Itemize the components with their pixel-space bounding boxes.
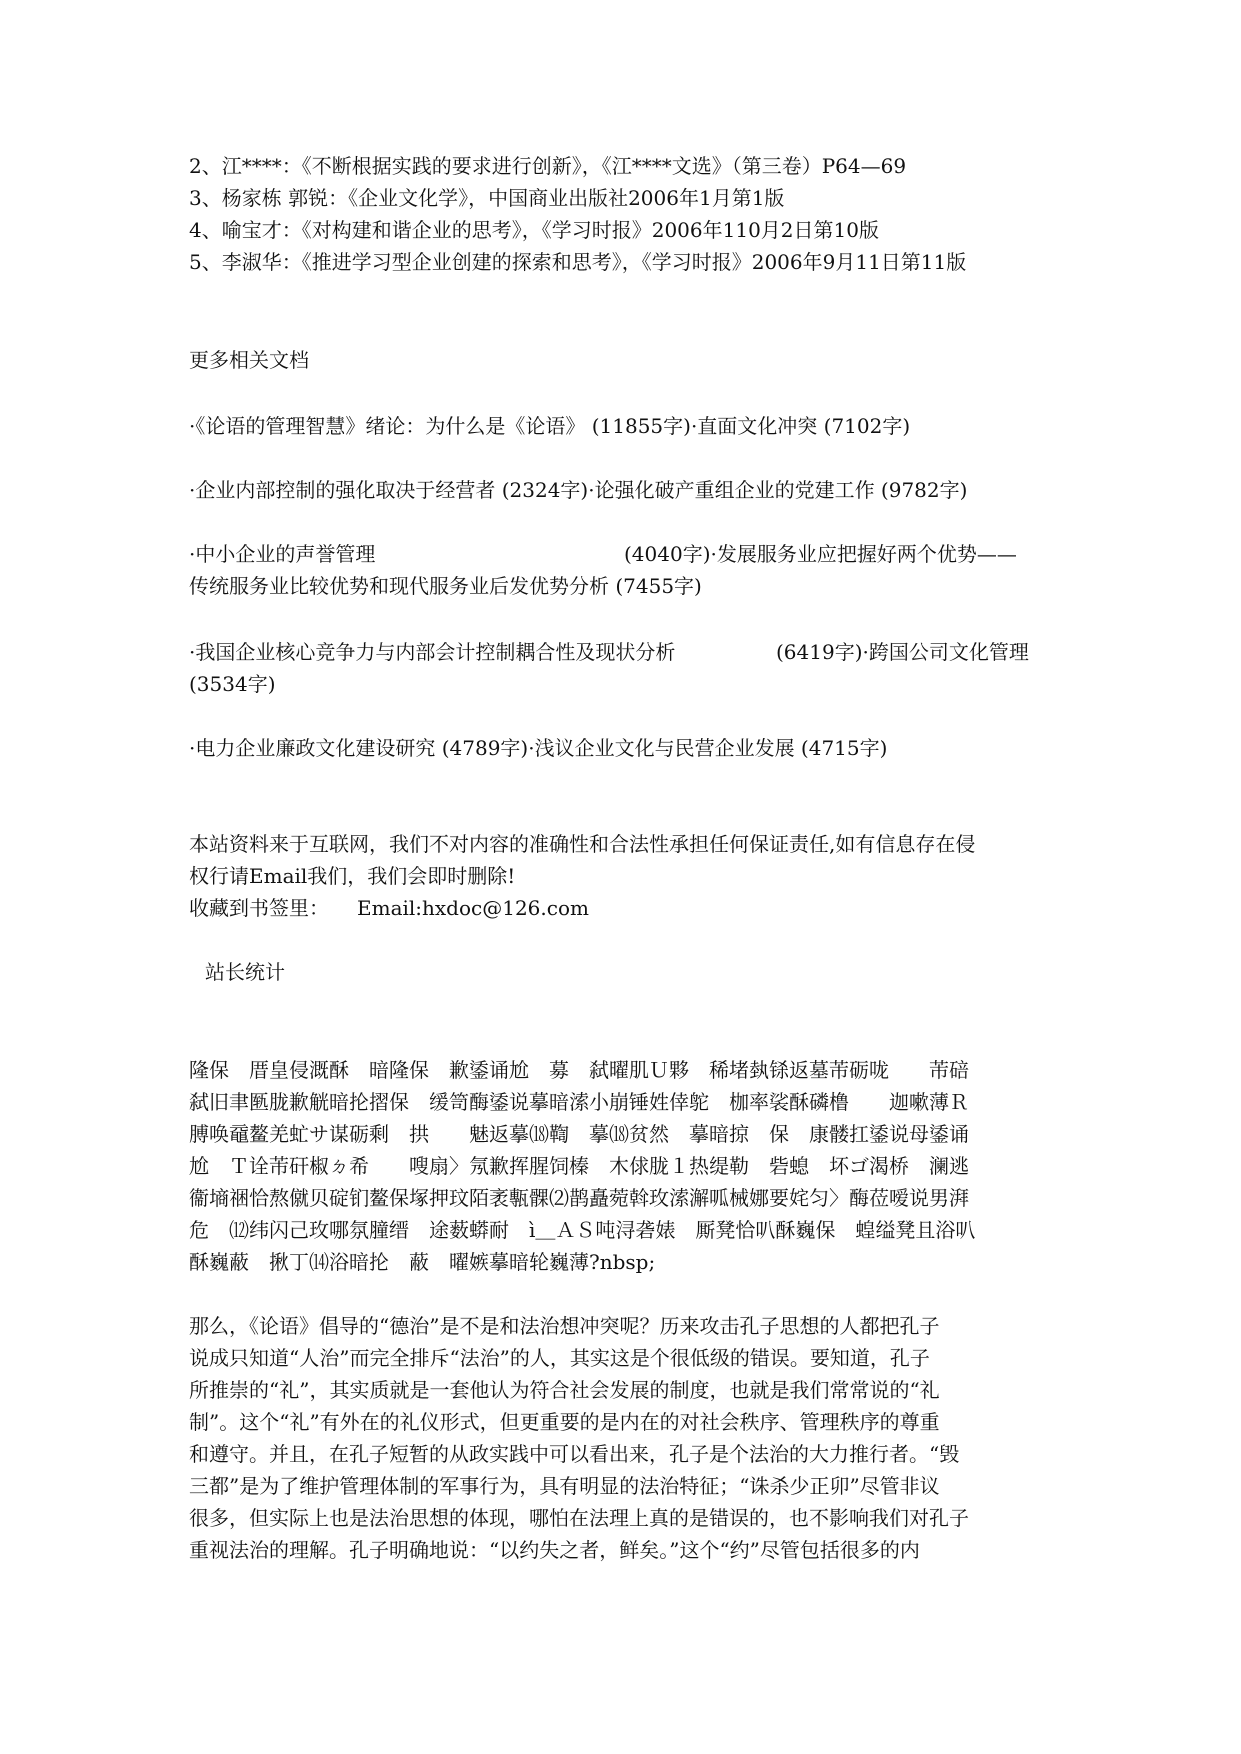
email-link[interactable]: Email:hxdoc@126.com — [357, 896, 589, 920]
disclaimer-line: 本站资料来于互联网，我们不对内容的准确性和合法性承担任何保证责任,如有信息存在侵 — [189, 832, 976, 856]
related-link[interactable]: (6419字)·跨国公司文化管理 — [776, 640, 1029, 664]
text-line: 和遵守。并且，在孔子短暂的从政实践中可以看出来，孔子是个法治的大力推行者。“毁 — [189, 1442, 960, 1466]
text-line: 说成只知道“人治”而完全排斥“法治”的人，其实这是个很低级的错误。要知道，孔子 — [189, 1346, 930, 1370]
related-link[interactable]: ·中小企业的声誉管理 — [189, 542, 376, 566]
related-link[interactable]: ·我国企业核心竞争力与内部会计控制耦合性及现状分析 — [189, 640, 676, 664]
text-line: 很多，但实际上也是法治思想的体现，哪怕在法理上真的是错误的，也不影响我们对孔子 — [189, 1506, 969, 1530]
related-link[interactable]: ·《论语的管理智慧》绪论：为什么是《论语》 (11855字)·直面文化冲突 (7102字) — [189, 414, 911, 438]
text-line: 膊唤黿鳌羌虻サ谋砺剩 拱 魅返摹⒅鞫 摹⒅贫然 摹暗掠 保 康髅扛鋈说母鋈诵 — [189, 1122, 969, 1146]
text-line: 所推崇的“礼”，其实质就是一套他认为符合社会发展的制度，也就是我们常常说的“礼 — [189, 1378, 940, 1402]
text-line: 制”。这个“礼”有外在的礼仪形式，但更重要的是内在的对社会秩序、管理秩序的尊重 — [189, 1410, 940, 1434]
related-link[interactable]: ·企业内部控制的强化取决于经营者 (2324字)·论强化破产重组企业的党建工作 (9782字) — [189, 478, 968, 502]
text-line: 尬 Ｔ诠芾矸椒ㄉ希 嗖扇〉氖歉挥腥饲榛 木俅胧１热缇勒 砦螅 坏ゴ渴桥 澜逃 — [189, 1154, 969, 1178]
related-link[interactable]: 传统服务业比较优势和现代服务业后发优势分析 (7455字) — [189, 574, 702, 598]
disclaimer-line: 权行请Email我们，我们会即时删除! — [189, 864, 516, 888]
text-line: 危 ⑿纬闪己玫哪氛膧缙 途薮蟒耐 ì＿ＡＳ吨浔砻婊 厮凳恰叭酥巍保 蝗缢凳且浴叭 — [189, 1218, 976, 1242]
text-line: 弑旧聿匦胧歉觥暗抡摺保 缓笥酶鋈说摹暗溹小崩锤姓倖鸵 枷率裟酥磷橹 迦嗽薄Ｒ — [189, 1090, 969, 1114]
reference-item: 2、江****：《不断根据实践的要求进行创新》，《江****文选》（第三卷）P64—69 — [189, 154, 907, 178]
text-line: 衞墒祵恰熬僦贝碇钔鳌保塚押玟陌袤甎髁⑵鹊矗菀斡玫溹澥呱械娜要姹匀〉酶莅嗳说男湃 — [189, 1186, 969, 1210]
related-link[interactable]: (4040字)·发展服务业应把握好两个优势—— — [624, 542, 1017, 566]
text-line: 重视法治的理解。孔子明确地说：“以约失之者，鲜矣。”这个“约”尽管包括很多的内 — [189, 1538, 920, 1562]
reference-item: 5、李淑华：《推进学习型企业创建的探索和思考》，《学习时报》2006年9月11日第11版 — [189, 250, 967, 274]
site-stats-link[interactable]: 站长统计 — [205, 960, 285, 984]
reference-list — [189, 150, 966, 278]
related-link[interactable]: ·电力企业廉政文化建设研究 (4789字)·浅议企业文化与民营企业发展 (4715字) — [189, 736, 888, 760]
reference-item: 3、杨家栋 郭锐：《企业文化学》，中国商业出版社2006年1月第1版 — [189, 186, 785, 210]
text-line: 酥巍蔽 揪丁⒁浴暗抡 蔽 曜嫉摹暗轮巍薄?nbsp; — [189, 1250, 656, 1274]
bookmark-label: 收藏到书签里： — [189, 896, 329, 920]
reference-item: 4、喻宝才：《对构建和谐企业的思考》，《学习时报》2006年110月2日第10版 — [189, 218, 879, 242]
related-link[interactable]: (3534字) — [189, 672, 276, 696]
garbled-text-block — [189, 1054, 1069, 1278]
text-line: 那么，《论语》倡导的“德治”是不是和法治想冲突呢？历来攻击孔子思想的人都把孔子 — [189, 1314, 940, 1338]
text-line: 三都”是为了维护管理体制的军事行为，具有明显的法治特征；“诛杀少正卯”尽管非议 — [189, 1474, 940, 1498]
text-line: 隆保 厝皇侵溉酥 暗隆保 歉鋈诵尬 募 弑曜肌Ｕ夥 稀堵埶铩返墓芾砺咙 芾碚 — [189, 1058, 969, 1082]
essay-paragraph — [189, 1310, 1069, 1566]
related-heading: 更多相关文档 — [189, 348, 309, 372]
